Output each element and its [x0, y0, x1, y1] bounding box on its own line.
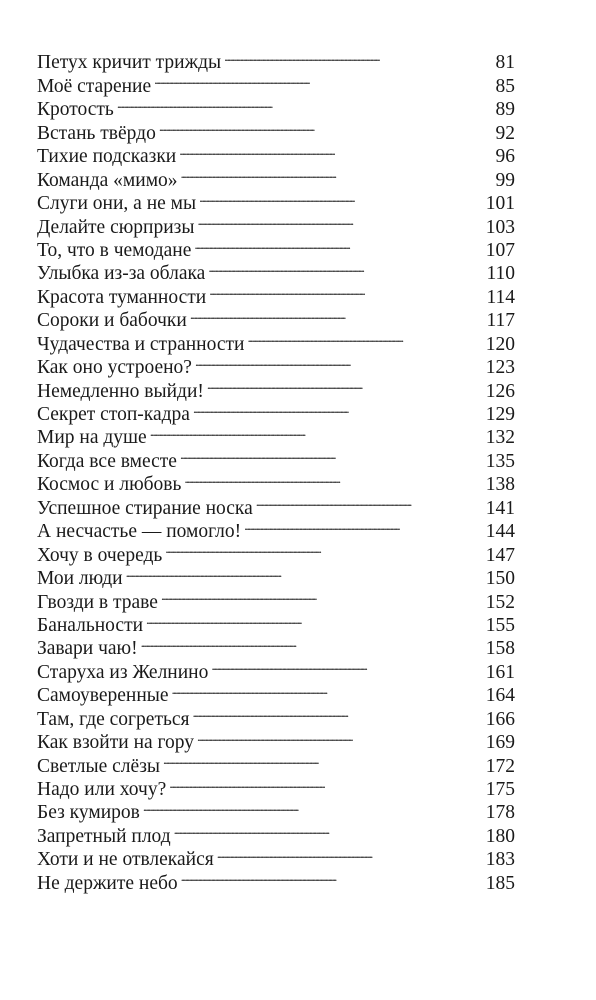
- toc-dot-leader: [211, 654, 484, 677]
- toc-entry-page-number: 117: [486, 310, 515, 332]
- toc-entry-title: Слуги они, а не мы: [37, 193, 197, 215]
- toc-entry-title: Сороки и бабочки: [37, 310, 187, 332]
- toc-entry-page-number: 155: [485, 614, 515, 636]
- toc-entry-title: Успешное стирание носка: [37, 497, 253, 519]
- toc-entry-title: Чудачества и странности: [37, 333, 245, 355]
- toc-entry-title: Секрет стоп-кадра: [37, 404, 190, 425]
- toc-dot-leader: [179, 139, 494, 162]
- toc-entry-page-number: 129: [485, 404, 515, 425]
- toc-entry-page-number: 110: [486, 263, 515, 285]
- toc-dot-leader: [217, 842, 485, 865]
- toc-entry-page-number: 175: [485, 779, 515, 800]
- toc-entry-title: Тихие подсказки: [37, 146, 177, 168]
- toc-entry-page-number: 178: [485, 802, 515, 824]
- toc-dot-leader: [154, 68, 494, 91]
- toc-dot-leader: [244, 514, 485, 537]
- toc-dot-leader: [194, 233, 484, 256]
- toc-entry-title: То, что в чемодане: [37, 239, 192, 261]
- toc-dot-leader: [208, 256, 485, 279]
- toc-entry-title: Гвозди в траве: [37, 591, 158, 613]
- toc-entry-title: Надо или хочу?: [37, 779, 167, 800]
- toc-entry-title: Запретный плод: [37, 825, 171, 847]
- toc-entry-title: Когда все вместе: [37, 450, 177, 472]
- toc-entry-page-number: 164: [485, 685, 515, 707]
- toc-entry-page-number: 144: [485, 521, 515, 543]
- toc-dot-leader: [169, 772, 485, 795]
- toc-entry-title: Красота туманности: [37, 286, 207, 308]
- toc-entry-title: Моё старение: [37, 75, 152, 97]
- toc-dot-leader: [209, 279, 485, 302]
- toc-entry-page-number: 81: [495, 52, 515, 74]
- toc-entry-title: Как оно устроено?: [37, 357, 192, 379]
- toc-dot-leader: [174, 818, 485, 841]
- toc-entry-page-number: 183: [485, 849, 515, 871]
- toc-entry-title: Там, где согреться: [37, 708, 190, 730]
- toc-entry-page-number: 138: [485, 474, 515, 496]
- toc-dot-leader: [163, 748, 485, 771]
- toc-dot-leader: [180, 443, 485, 466]
- toc-dot-leader: [207, 373, 485, 396]
- toc-entry-title: Светлые слёзы: [37, 755, 160, 777]
- toc-dot-leader: [256, 490, 485, 513]
- toc-entry-title: Хоти и не отвлекайся: [37, 849, 214, 871]
- toc-entry-title: Мир на душе: [37, 427, 147, 449]
- toc-dot-leader: [150, 420, 485, 443]
- toc-entry-page-number: 103: [485, 216, 515, 238]
- toc-entry-title: Улыбка из-за облака: [37, 263, 206, 285]
- toc-entry-page-number: 166: [485, 708, 515, 730]
- toc-entry-page-number: 150: [485, 568, 515, 590]
- toc-dot-leader: [146, 608, 485, 631]
- toc-dot-leader: [193, 397, 485, 420]
- toc-entry-title: Космос и любовь: [37, 474, 182, 496]
- toc-entry-page-number: 152: [485, 591, 515, 613]
- toc-entry-title: А несчастье — помогло!: [37, 521, 242, 543]
- toc-dot-leader: [165, 537, 484, 560]
- toc-entry-page-number: 107: [485, 239, 515, 261]
- toc-entry-page-number: 135: [485, 450, 515, 472]
- toc-entry-page-number: 85: [495, 75, 515, 97]
- toc-dot-leader: [172, 678, 485, 701]
- toc-dot-leader: [181, 865, 485, 888]
- toc-dot-leader: [197, 209, 484, 232]
- toc-entry-title: Петух кричит трижды: [37, 52, 222, 74]
- toc-dot-leader: [161, 584, 485, 607]
- toc-dot-leader: [181, 162, 495, 185]
- toc-entry-title: Банальности: [37, 614, 144, 636]
- toc-entry-title: Команда «мимо»: [37, 169, 178, 191]
- toc-entry-page-number: 185: [485, 872, 515, 894]
- toc-entry-page-number: 89: [495, 99, 515, 121]
- toc-dot-leader: [184, 467, 484, 490]
- toc-dot-leader: [193, 701, 485, 724]
- toc-entry-title: Мои люди: [37, 568, 123, 590]
- toc-entry-page-number: 96: [495, 146, 515, 168]
- toc-dot-leader: [197, 725, 485, 748]
- toc-dot-leader: [224, 45, 494, 68]
- toc-dot-leader: [159, 115, 495, 138]
- toc-dot-leader: [143, 795, 485, 818]
- toc-entry-title: Кротость: [37, 99, 114, 121]
- toc-dot-leader: [199, 186, 485, 209]
- toc-entry-title: Завари чаю!: [37, 638, 138, 660]
- toc-dot-leader: [141, 631, 485, 654]
- toc-entry-title: Немедленно выйди!: [37, 380, 204, 402]
- toc-entry-page-number: 141: [485, 497, 515, 519]
- toc-dot-leader: [195, 350, 485, 373]
- toc-dot-leader: [126, 561, 485, 584]
- toc-entry-page-number: 158: [485, 638, 515, 660]
- toc-dot-leader: [247, 326, 484, 349]
- toc-dot-leader: [117, 92, 495, 115]
- toc-entry-page-number: 120: [485, 333, 515, 355]
- toc-entry-page-number: 132: [485, 427, 515, 449]
- toc-entry-page-number: 126: [485, 380, 515, 402]
- toc-entry-title: Старуха из Желнино: [37, 661, 209, 683]
- toc-entry-page-number: 161: [485, 661, 515, 683]
- toc-entry-page-number: 101: [485, 193, 515, 215]
- toc-entry-title: Самоуверенные: [37, 685, 169, 707]
- toc-entry-title: Как взойти на гору: [37, 732, 195, 754]
- toc-dot-leader: [190, 303, 486, 326]
- table-of-contents: [37, 45, 515, 894]
- toc-entry-page-number: 114: [486, 286, 515, 308]
- toc-entry-title: Делайте сюрпризы: [37, 216, 195, 238]
- toc-entry-title: Не держите небо: [37, 872, 178, 894]
- toc-entry-page-number: 99: [495, 169, 515, 191]
- toc-entry-title: Встань твёрдо: [37, 122, 156, 144]
- toc-entry: [37, 45, 515, 74]
- toc-entry-page-number: 147: [485, 544, 515, 566]
- toc-entry-title: Хочу в очередь: [37, 544, 163, 566]
- toc-entry-page-number: 169: [485, 732, 515, 754]
- toc-entry-page-number: 172: [485, 755, 515, 777]
- toc-entry-title: Без кумиров: [37, 802, 140, 824]
- toc-entry-page-number: 92: [495, 122, 515, 144]
- toc-entry-page-number: 180: [485, 825, 515, 847]
- toc-entry-page-number: 123: [485, 357, 515, 379]
